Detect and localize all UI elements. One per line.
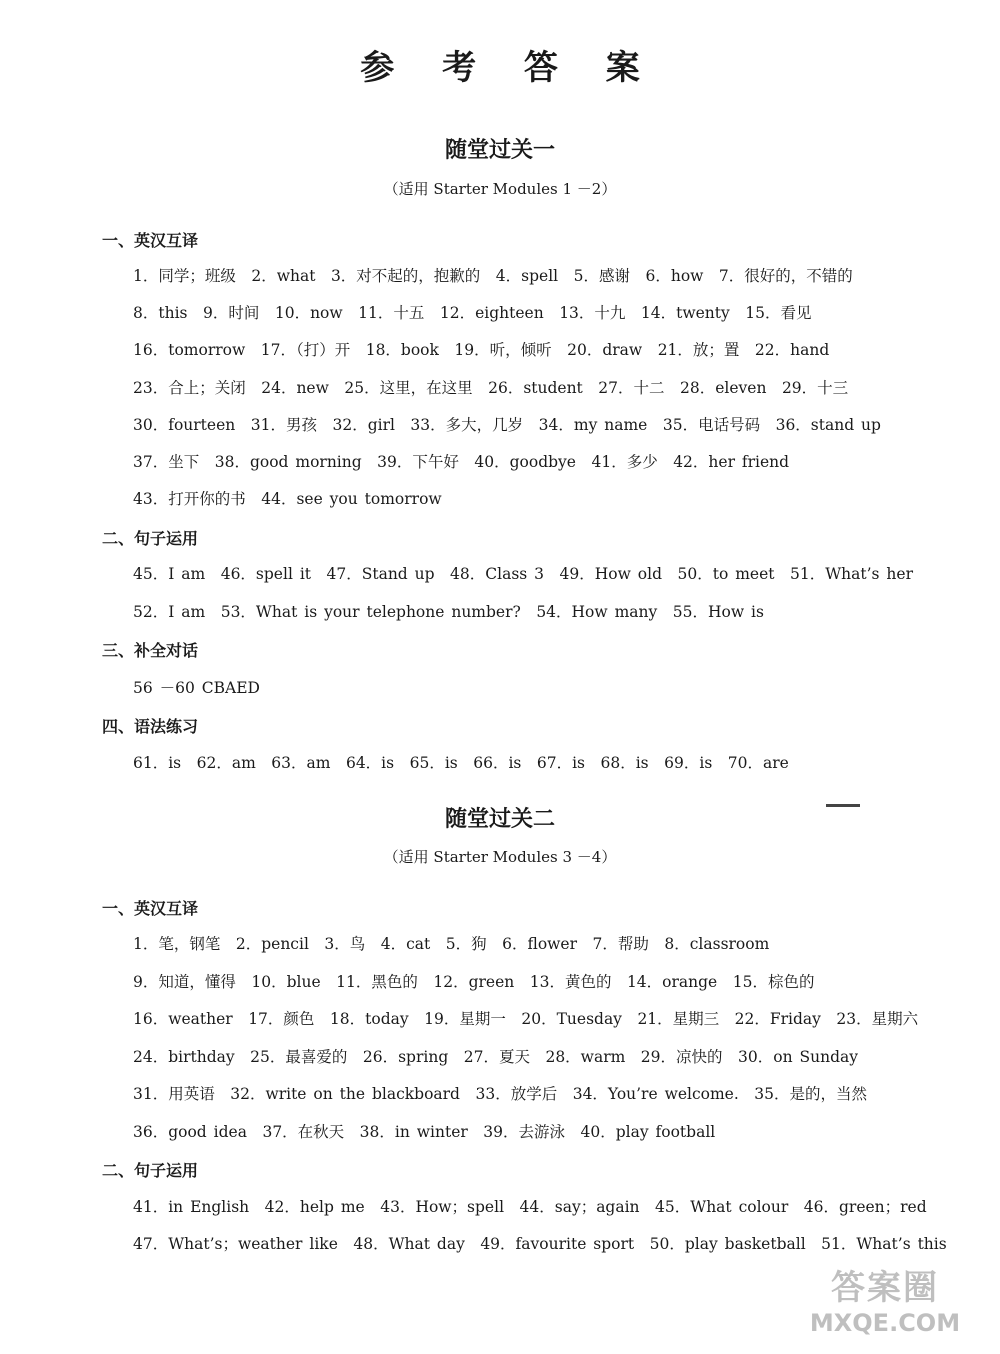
part-label: 一、英汉互译 bbox=[102, 899, 199, 918]
answer-line: 24．birthday 25．最喜爱的 26．spring 27．夏天 28．warm 29．凉快的 30．on Sunday bbox=[133, 1048, 858, 1066]
answer-line: 56 －60 CBAED bbox=[133, 679, 260, 697]
part-label: 二、句子运用 bbox=[102, 529, 199, 548]
answer-line: 1．笔，钢笔 2．pencil 3．鸟 4．cat 5．狗 6．flower 7．帮助 8．classroom bbox=[133, 935, 770, 953]
answer-line: 37．坐下 38．good morning 39．下午好 40．goodbye 41．多少 42．her friend bbox=[133, 453, 790, 471]
answer-line: 16．weather 17．颜色 18．today 19．星期一 20．Tuesday 21．星期三 22．Friday 23．星期六 bbox=[133, 1010, 919, 1028]
answer-line: 8．this 9．时间 10．now 11．十五 12．eighteen 13．十九 14．twenty 15．看见 bbox=[133, 304, 812, 322]
watermark-site: MXQE.COM bbox=[809, 1309, 961, 1337]
answer-line: 16．tomorrow 17．（打）开 18．book 19．听，倾听 20．draw 21．放；置 22．hand bbox=[133, 341, 830, 359]
section-heading: 随堂过关二 bbox=[444, 806, 555, 832]
part-label: 三、补全对话 bbox=[102, 641, 199, 660]
section-subheading: （适用 Starter Modules 1 －2） bbox=[383, 180, 617, 198]
answer-line: 41．in English 42．help me 43．How；spell 44．say；again 45．What colour 46．green；red bbox=[133, 1198, 927, 1216]
scan-mark bbox=[826, 804, 860, 807]
answer-line: 43．打开你的书 44．see you tomorrow bbox=[133, 490, 442, 508]
part-label: 二、句子运用 bbox=[102, 1161, 199, 1180]
answer-line: 23．合上；关闭 24．new 25．这里，在这里 26．student 27．十二 28．eleven 29．十三 bbox=[133, 379, 849, 397]
answer-line: 9．知道，懂得 10．blue 11．黑色的 12．green 13．黄色的 14．orange 15．棕色的 bbox=[133, 973, 815, 991]
answer-line: 47．What’s；weather like 48．What day 49．favourite sport 50．play basketball 51．What’s this bbox=[133, 1235, 947, 1253]
answer-line: 30．fourteen 31．男孩 32．girl 33．多大，几岁 34．my name 35．电话号码 36．stand up bbox=[133, 416, 881, 434]
answer-line: 31．用英语 32．write on the blackboard 33．放学后 34．You’re welcome. 35．是的，当然 bbox=[133, 1085, 867, 1103]
section-subheading: （适用 Starter Modules 3 －4） bbox=[383, 848, 617, 866]
answer-line: 45．I am 46．spell it 47．Stand up 48．Class 3 49．How old 50．to meet 51．What’s her bbox=[133, 565, 913, 583]
part-label: 一、英汉互译 bbox=[102, 231, 199, 250]
watermark-logo bbox=[780, 1268, 990, 1348]
watermark-main: 答案圈 bbox=[831, 1268, 939, 1308]
answer-line: 52．I am 53．What is your telephone number? 54．How many 55．How is bbox=[133, 603, 764, 621]
section-heading: 随堂过关一 bbox=[444, 137, 555, 163]
page-title: 参 考 答 案 bbox=[360, 48, 658, 88]
answer-line: 61．is 62．am 63．am 64．is 65．is 66．is 67．is 68．is 69．is 70．are bbox=[133, 754, 789, 772]
part-label: 四、语法练习 bbox=[102, 717, 199, 736]
answer-line: 1．同学；班级 2．what 3．对不起的，抱歉的 4．spell 5．感谢 6．how 7．很好的，不错的 bbox=[133, 267, 853, 285]
answer-line: 36．good idea 37．在秋天 38．in winter 39．去游泳 40．play football bbox=[133, 1123, 716, 1141]
